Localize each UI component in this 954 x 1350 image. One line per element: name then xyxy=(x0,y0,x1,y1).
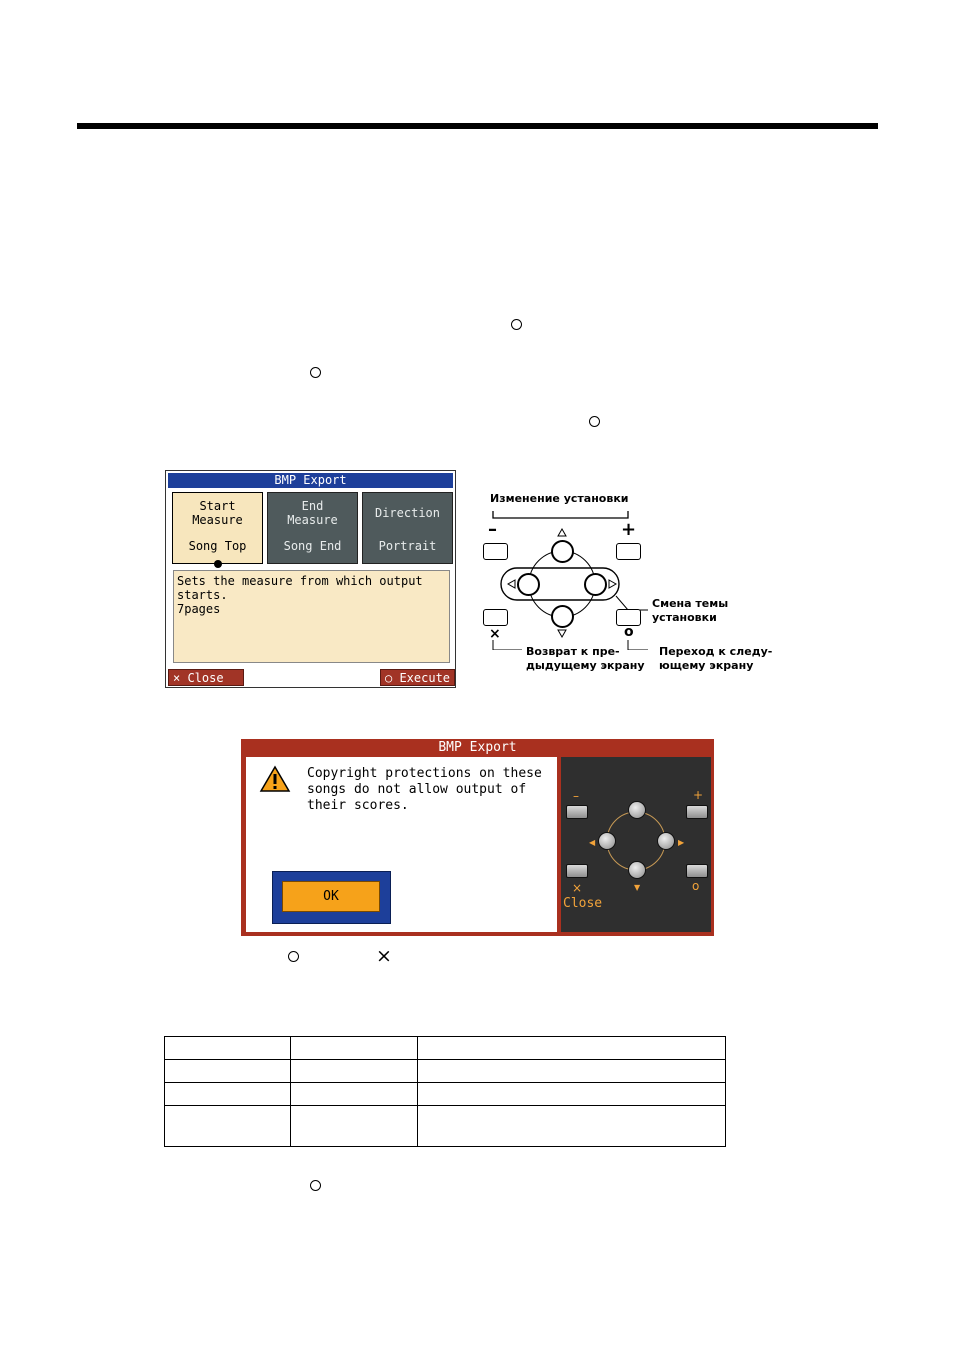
up-knob[interactable] xyxy=(628,801,646,819)
execute-button[interactable]: ○ Execute xyxy=(380,669,455,686)
screen-title: BMP Export xyxy=(168,473,453,488)
description-box: Sets the measure from which output starts. 7pages xyxy=(173,570,450,663)
up-knob[interactable] xyxy=(551,540,574,563)
table-row xyxy=(165,1083,726,1106)
change-setting-label: Изменение установки xyxy=(490,492,629,505)
minus-label: – xyxy=(573,789,579,803)
minus-label: – xyxy=(488,519,497,540)
left-knob[interactable] xyxy=(598,832,616,850)
back-label: Возврат к пре- дыдущему экрану xyxy=(526,645,645,672)
tab-direction[interactable] xyxy=(362,492,453,564)
right-knob[interactable] xyxy=(657,832,675,850)
minus-button[interactable] xyxy=(566,805,588,819)
header-rule xyxy=(77,123,878,129)
circle-button-icon xyxy=(511,319,522,330)
table-row xyxy=(165,1037,726,1060)
circle-button-icon xyxy=(288,951,299,962)
tab-end-measure[interactable] xyxy=(267,492,358,564)
table-row xyxy=(165,1106,726,1147)
circle-button-icon xyxy=(589,416,600,427)
control-panel xyxy=(561,757,711,932)
plus-button[interactable] xyxy=(686,805,708,819)
o-button[interactable] xyxy=(686,864,708,878)
x-mark-icon: × xyxy=(376,945,392,967)
down-knob[interactable] xyxy=(628,861,646,879)
left-knob[interactable] xyxy=(517,573,540,596)
tab-value: Song End xyxy=(283,539,342,553)
next-label: Переход к следу- ющему экрану xyxy=(659,645,773,672)
tab-label-line2: Measure xyxy=(192,513,243,527)
tab-label-line1: Direction xyxy=(374,506,441,520)
tab-label-line1: Start xyxy=(199,499,236,513)
o-symbol: o xyxy=(692,879,700,893)
warning-message: Copyright protections on these songs do not allow output of their scores. xyxy=(307,766,542,813)
plus-label: + xyxy=(621,519,637,540)
x-button[interactable] xyxy=(483,609,508,626)
minus-button[interactable] xyxy=(483,543,508,560)
down-knob[interactable] xyxy=(551,605,574,628)
x-symbol: × xyxy=(572,881,583,895)
close-button[interactable]: × Close xyxy=(168,669,244,686)
bmp-export-settings-screen xyxy=(165,470,456,688)
ok-button[interactable]: OK xyxy=(282,881,380,912)
ok-button-frame xyxy=(272,871,391,924)
circle-button-icon xyxy=(310,367,321,378)
close-label[interactable]: Close xyxy=(563,896,603,911)
right-arrow-icon: ▶ xyxy=(678,838,685,847)
message-panel xyxy=(246,757,557,932)
warning-icon xyxy=(259,765,291,793)
x-button[interactable] xyxy=(566,864,588,878)
copyright-warning-screen xyxy=(241,739,714,936)
circle-button-icon xyxy=(310,1180,321,1191)
change-topic-label: Смена темы установки xyxy=(652,597,729,624)
table-row xyxy=(165,1060,726,1083)
down-arrow-icon: ▼ xyxy=(634,883,641,892)
plus-button[interactable] xyxy=(616,543,641,560)
plus-label: + xyxy=(693,788,704,802)
settings-table xyxy=(164,1036,726,1147)
o-symbol: o xyxy=(624,624,634,640)
tab-value: Portrait xyxy=(378,539,437,553)
tab-label-line1: End xyxy=(301,499,324,513)
tab-label-line2: Measure xyxy=(287,513,338,527)
screen-title: BMP Export xyxy=(438,740,517,755)
x-symbol: × xyxy=(489,626,501,642)
tab-pointer-icon xyxy=(214,560,222,568)
left-arrow-icon: ◀ xyxy=(589,838,596,847)
right-knob[interactable] xyxy=(584,573,607,596)
tab-value: Song Top xyxy=(188,539,247,553)
tab-start-measure[interactable] xyxy=(172,492,263,564)
